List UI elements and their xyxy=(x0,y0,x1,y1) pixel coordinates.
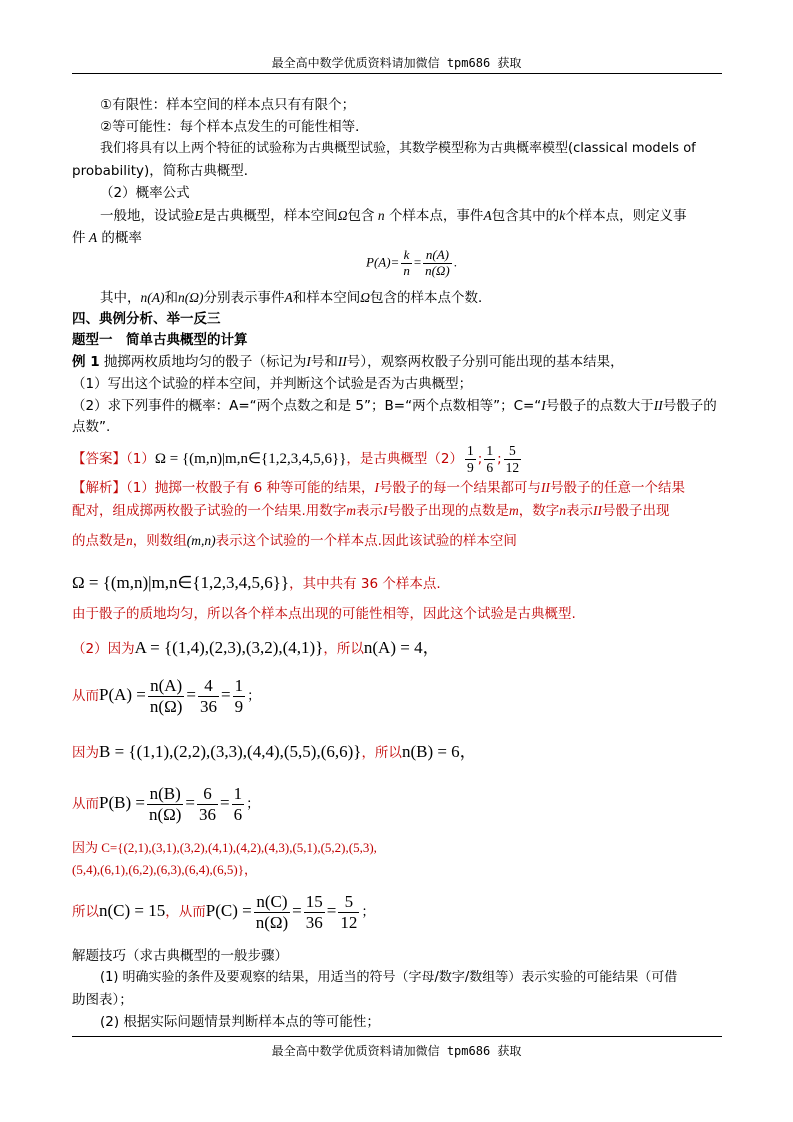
tip-step-2: (2) 根据实际问题情景判断样本点的等可能性； xyxy=(100,1014,380,1030)
analysis-line: 配对，组成掷两枚骰子试验的一个结果.用数字m表示I号骰子出现的点数是m，数字n表示II号骰子出现 xyxy=(72,503,670,519)
example-title: 例 1 抛掷两枚质地均匀的骰子（标记为I号和II号），观察两枚骰子分别可能出现的基本结果， xyxy=(72,354,624,370)
text-line: probability)，简称古典概型． xyxy=(72,163,258,179)
page-footer: 最全高中数学优质资料请加微信 tpm686 获取 xyxy=(271,1044,522,1058)
tip-step-1-cont: 助图表）； xyxy=(72,992,133,1008)
text-line: ②等可能性：每个样本点发生的可能性相等． xyxy=(100,119,369,135)
analysis-line: 由于骰子的质地均匀，所以各个样本点出现的可能性相等，因此这个试验是古典概型. xyxy=(72,606,576,622)
set-b-line: 因为B = {(1,1),(2,2),(3,3),(4,4),(5,5),(6,6)}，所以n(B) = 6， xyxy=(72,742,477,761)
analysis-line: 的点数是n，则数组(m,n)表示这个试验的一个样本点.因此该试验的样本空间 xyxy=(72,533,517,549)
topic-heading: 题型一 简单古典概型的计算 xyxy=(72,332,248,348)
analysis-line: Ω = {(m,n)|m,n∈{1,2,3,4,5,6}}，其中共有 36 个样本点. xyxy=(72,573,441,592)
text-line: 其中，n(A)和n(Ω)分别表示事件A和样本空间Ω包含的样本点个数． xyxy=(100,290,492,306)
question-1: （1）写出这个试验的样本空间，并判断这个试验是否为古典概型； xyxy=(72,376,473,392)
analysis-line: （2）因为A = {(1,4),(2,3),(3,2),(4,1)}，所以n(A) = 4， xyxy=(72,638,440,657)
section-heading: 四、典例分析、举一反三 xyxy=(72,311,221,327)
text-line: 我们将具有以上两个特征的试验称为古典概型试验，其数学模型称为古典概率模型(classical models of xyxy=(100,141,696,156)
tip-heading: 解题技巧（求古典概型的一般步骤） xyxy=(72,948,288,964)
footer-rule xyxy=(72,1036,722,1037)
question-2-cont: 点数”. xyxy=(72,419,111,435)
question-2: （2）求下列事件的概率：A=“两个点数之和是 5”；B=“两个点数相等”；C=“I号骰子的点数大于II号骰子的 xyxy=(72,398,717,414)
text-line: ①有限性：样本空间的样本点只有有限个； xyxy=(100,97,356,113)
page-header: 最全高中数学优质资料请加微信 tpm686 获取 xyxy=(271,56,522,70)
header-rule xyxy=(72,73,722,74)
text-line: 一般地，设试验E是古典概型，样本空间Ω包含 n 个样本点，事件A包含其中的k个样本点，则定义事 xyxy=(100,208,687,224)
subheading: （2）概率公式 xyxy=(100,185,190,201)
prob-b-line: 从而P(B) = $\frac{n(B)}{n(\Omega)}$ = $\frac{6}{36}$ = $\frac{1}{6}$ ； xyxy=(72,784,260,824)
prob-a-line: 从而P(A) = $\frac{n(A)}{n(\Omega)}$ = $\frac{4}{36}$ = $\frac{1}{9}$ ； xyxy=(72,676,261,716)
set-c-line: 因为 C={(2,1),(3,1),(3,2),(4,1),(4,2),(4,3),(5,1),(5,2),(5,3), xyxy=(72,840,377,855)
analysis-line: 【解析】（1）抛掷一枚骰子有 6 种等可能的结果，I号骰子的每一个结果都可与II号骰子的任意一个结果 xyxy=(72,480,686,496)
probability-formula: P(A)= $\frac{k}{n}$ = $\frac{n(A)}{n(\Omega)}$ . xyxy=(366,247,457,278)
prob-c-line: 所以n(C) = 15，从而P(C) = $\frac{n(C)}{n(\Omega)}$ = $\frac{15}{36}$ = $\frac{5}{12}$ ； xyxy=(72,892,375,932)
tip-step-1: (1) 明确实验的条件及要观察的结果，用适当的符号（字母/数字/数组等）表示实验的可能结果（可借 xyxy=(100,970,678,985)
text-line: 件 A 的概率 xyxy=(72,230,142,246)
set-c-line: (5,4),(6,1),(6,2),(6,3),(6,4),(6,5)}， xyxy=(72,862,257,877)
answer-line: 【答案】（1）Ω = {(m,n)|m,n∈{1,2,3,4,5,6}}，是古典概型（2） $\frac{1}{9}$ ; $\frac{1}{6}$ ; $\frac{5}{12}$ xyxy=(72,443,520,475)
